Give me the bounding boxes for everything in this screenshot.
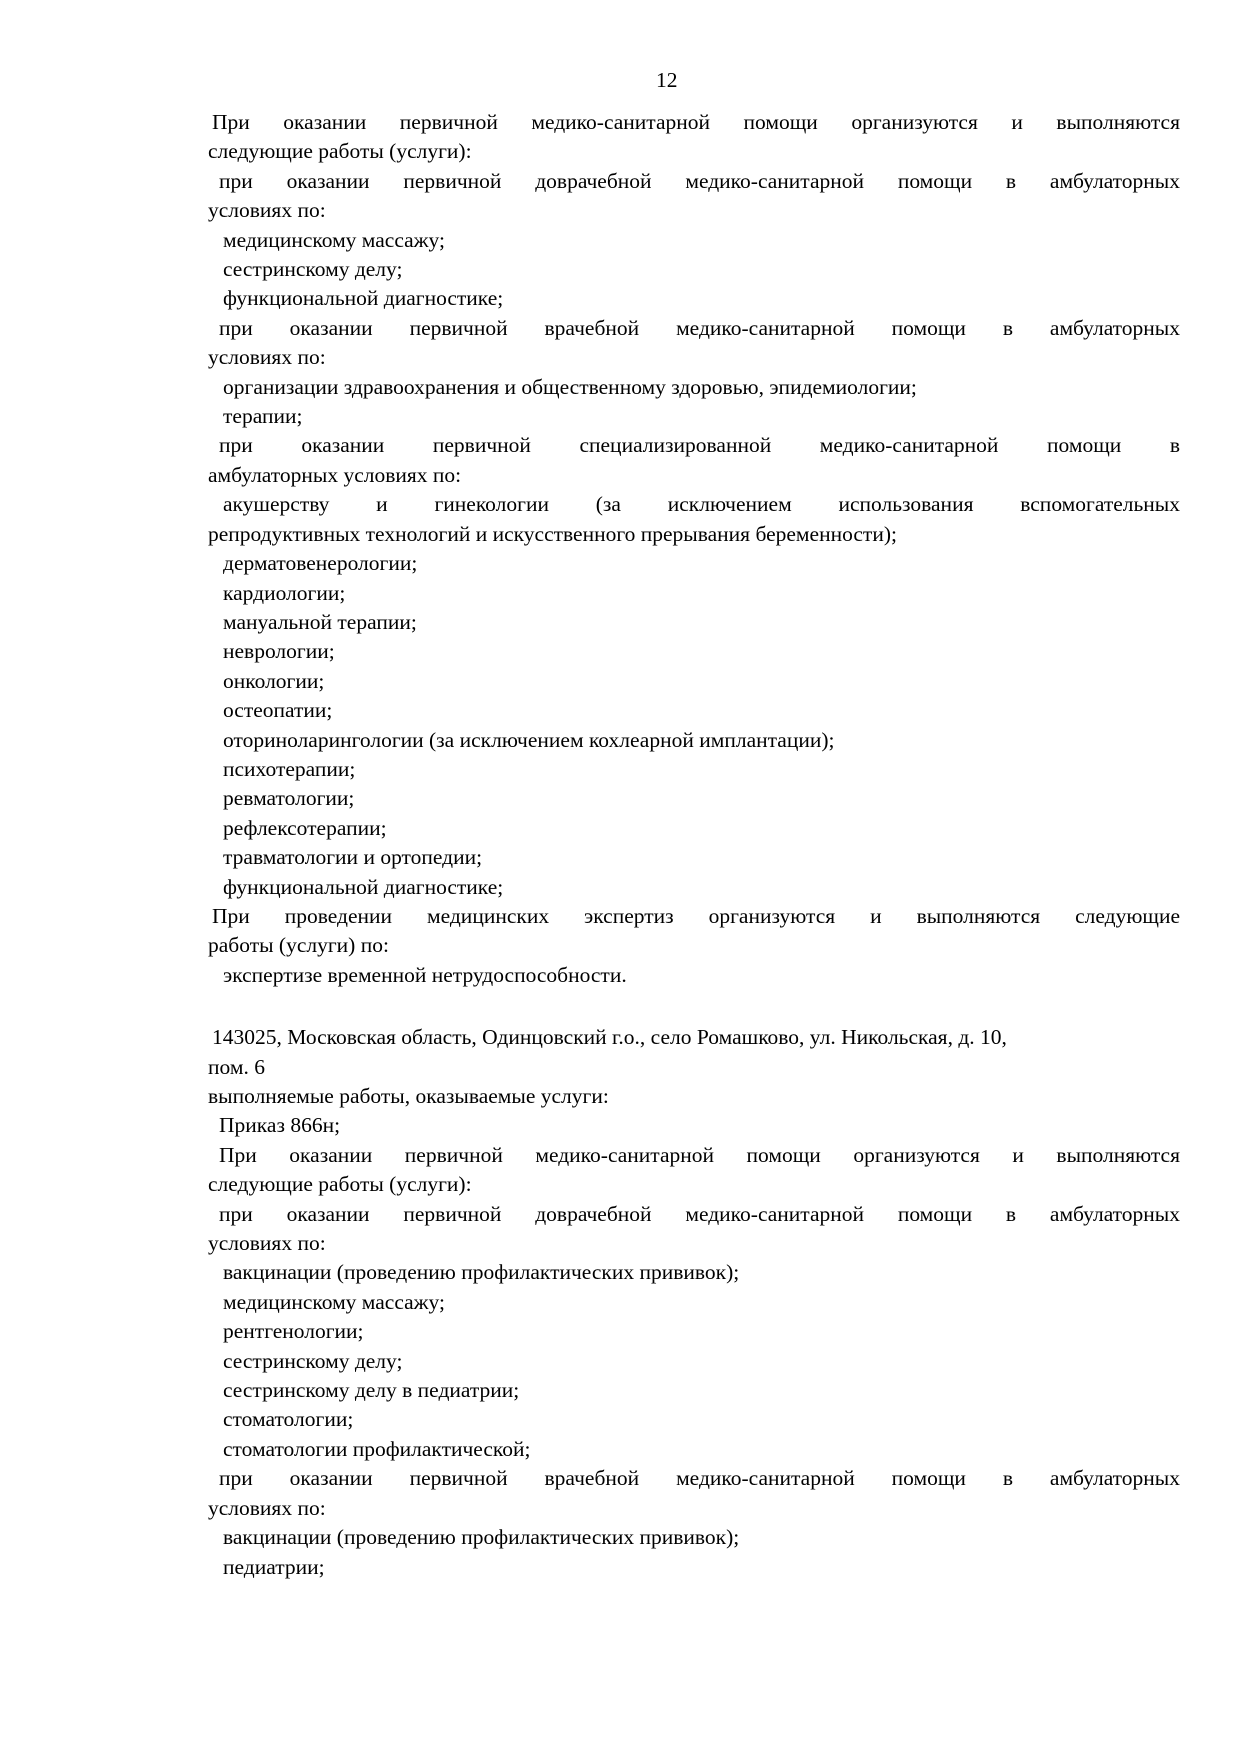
text-line: репродуктивных технологий и искусственного прерывания беременности); [208,521,897,546]
text-line: сестринскому делу; [223,257,403,282]
page-body [208,108,1180,1582]
section-gap [208,990,1180,1023]
text-line: условиях по: [208,1495,326,1520]
text-line: функциональной диагностике; [223,286,504,311]
text-line: условиях по: [208,198,326,223]
text-line: Приказ 866н; [219,1113,341,1138]
text-line: 143025, Московская область, Одинцовский г.о., село Ромашково, ул. Никольская, д. 10, [212,1025,1007,1050]
text-line: акушерству и гинекологии (за исключением использования вспомогательных [223,492,1180,517]
text-line: выполняемые работы, оказываемые услуги: [208,1084,609,1108]
text-line: ревматологии; [223,786,355,811]
text-line: экспертизе временной нетрудоспособности. [223,962,627,987]
text-line: работы (услуги) по: [208,933,389,958]
text-line: медицинскому массажу; [223,227,445,252]
text-line: педиатрии; [223,1554,325,1579]
text-line: при оказании первичной доврачебной медико-санитарной помощи в амбулаторных [219,1201,1180,1226]
text-line: мануальной терапии; [223,609,417,634]
text-line: при оказании первичной специализированной медико-санитарной помощи в [219,433,1180,458]
text-line: онкологии; [223,668,325,693]
text-line: сестринскому делу; [223,1348,403,1373]
text-line: травматологии и ортопедии; [223,845,483,870]
text-line: следующие работы (услуги): [208,139,472,164]
text-line: пом. 6 [208,1054,265,1079]
text-line: следующие работы (услуги): [208,1172,472,1197]
text-line: дерматовенерологии; [223,551,418,576]
text-line: терапии; [223,404,303,429]
text-line: организации здравоохранения и общественному здоровью, эпидемиологии; [223,374,917,399]
text-line: кардиологии; [223,580,346,605]
text-line: рентгенологии; [223,1319,364,1344]
text-line: рефлексотерапии; [223,815,387,840]
text-line: при оказании первичной доврачебной медико-санитарной помощи в амбулаторных [219,168,1180,193]
text-line: при оказании первичной врачебной медико-санитарной помощи в амбулаторных [219,315,1180,340]
text-line: остеопатии; [223,698,333,723]
text-line: стоматологии; [223,1407,354,1432]
text-line: условиях по: [208,1231,326,1256]
text-line: неврологии; [223,639,335,664]
text-line: При проведении медицинских экспертиз организуются и выполняются следующие [212,903,1180,928]
text-line: психотерапии; [223,756,356,781]
section-services-continued [208,108,1180,990]
text-line: При оказании первичной медико-санитарной помощи организуются и выполняются [219,1142,1180,1167]
section-address-143025 [208,1023,1180,1582]
text-line: амбулаторных условиях по: [208,462,462,487]
text-line: медицинскому массажу; [223,1289,445,1314]
text-line: вакцинации (проведению профилактических прививок); [223,1260,740,1285]
text-line: вакцинации (проведению профилактических прививок); [223,1525,740,1550]
text-line: При оказании первичной медико-санитарной помощи организуются и выполняются [212,110,1180,134]
text-line: условиях по: [208,345,326,370]
page-number: 12 [656,68,678,92]
text-line: оториноларингологии (за исключением кохлеарной имплантации); [223,727,835,752]
text-line: стоматологии профилактической; [223,1436,531,1461]
text-line: при оказании первичной врачебной медико-санитарной помощи в амбулаторных [219,1466,1180,1491]
text-line: функциональной диагностике; [223,874,504,899]
text-line: сестринскому делу в педиатрии; [223,1378,520,1403]
